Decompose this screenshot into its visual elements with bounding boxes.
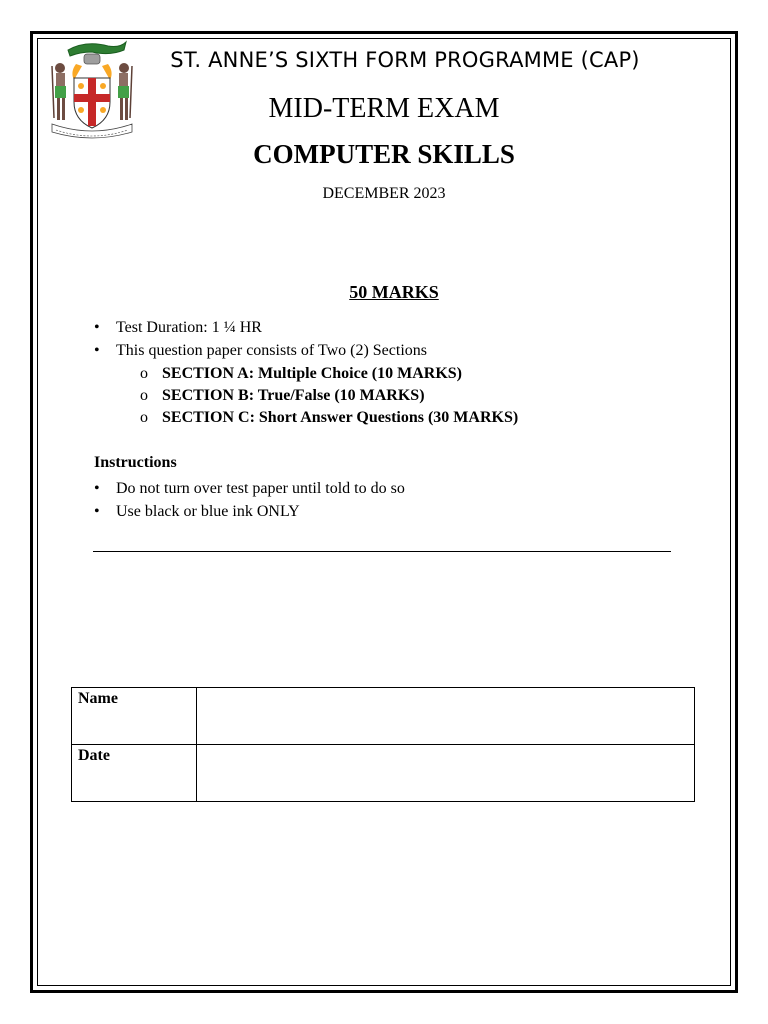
bullet-icon: •	[94, 342, 100, 359]
sub-bullet-icon: o	[140, 387, 148, 404]
test-duration: Test Duration: 1 ¼ HR	[116, 319, 262, 336]
exam-title: MID-TERM EXAM	[268, 93, 500, 124]
bullet-icon: •	[94, 480, 100, 497]
instructions-heading: Instructions	[94, 454, 177, 471]
exam-date: DECEMBER 2023	[322, 185, 446, 202]
school-name: ST. ANNE’S SIXTH FORM PROGRAMME (CAP)	[170, 48, 640, 72]
name-label: Name	[72, 688, 197, 745]
instruction-text: Do not turn over test paper until told to do so	[116, 480, 405, 497]
sub-bullet-icon: o	[140, 365, 148, 382]
instruction-text: Use black or blue ink ONLY	[116, 503, 300, 520]
horizontal-rule	[93, 551, 671, 552]
bullet-icon: •	[94, 319, 100, 336]
bullet-icon: •	[94, 503, 100, 520]
sub-bullet-icon: o	[140, 409, 148, 426]
date-label: Date	[72, 745, 197, 802]
section-c-label: SECTION C: Short Answer Questions (30 MARKS)	[162, 409, 519, 426]
subject-title: COMPUTER SKILLS	[253, 139, 515, 169]
total-marks: 50 MARKS	[349, 282, 439, 302]
name-field[interactable]	[197, 688, 695, 745]
coat-of-arms-icon	[46, 38, 138, 144]
student-details-table	[71, 687, 695, 802]
section-a-label: SECTION A: Multiple Choice (10 MARKS)	[162, 365, 462, 382]
sections-count: This question paper consists of Two (2) Sections	[116, 342, 427, 359]
date-field[interactable]	[197, 745, 695, 802]
table-row	[72, 688, 695, 745]
table-row	[72, 745, 695, 802]
section-b-label: SECTION B: True/False (10 MARKS)	[162, 387, 425, 404]
